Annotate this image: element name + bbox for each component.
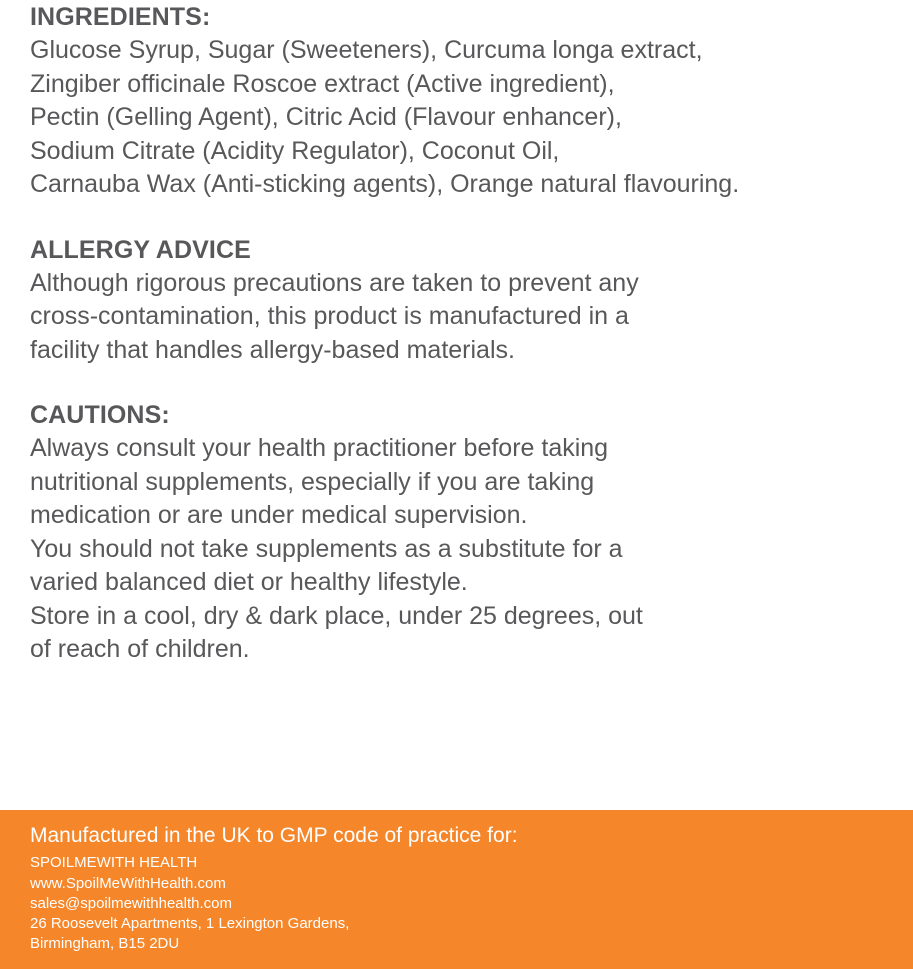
footer-lead-text: Manufactured in the UK to GMP code of practice for: (30, 824, 518, 847)
cautions-line: nutritional supplements, especially if you are taking (30, 467, 595, 496)
ingredients-line: Zingiber officinale Roscoe extract (Active ingredient), (30, 69, 615, 98)
allergy-advice-line: facility that handles allergy-based materials. (30, 335, 515, 364)
cautions-line: of reach of children. (30, 635, 250, 663)
section-allergy-advice (30, 233, 883, 368)
cautions-line: medication or are under medical supervision. (30, 501, 528, 529)
allergy-advice-heading: ALLERGY ADVICE (30, 235, 251, 264)
ingredients-body (30, 34, 883, 202)
section-spacer (30, 202, 883, 233)
footer-website[interactable]: www.SpoilMeWithHealth.com (30, 875, 226, 892)
ingredients-line: Pectin (Gelling Agent), Citric Acid (Flavour enhancer), (30, 103, 622, 131)
cautions-line: Store in a cool, dry & dark place, under 25 degrees, out (30, 601, 643, 630)
section-spacer (30, 367, 883, 398)
allergy-advice-body (30, 267, 883, 368)
footer-address-line-1: 26 Roosevelt Apartments, 1 Lexington Gardens, (30, 915, 350, 932)
footer-address-line-2: Birmingham, B15 2DU (30, 935, 180, 952)
ingredients-line: Glucose Syrup, Sugar (Sweeteners), Curcuma longa extract, (30, 36, 703, 64)
section-cautions (30, 398, 883, 667)
manufacturer-footer (0, 810, 913, 969)
allergy-advice-line: Although rigorous precautions are taken to prevent any (30, 268, 639, 297)
cautions-line: Always consult your health practitioner before taking (30, 434, 609, 462)
cautions-line: You should not take supplements as a substitute for a (30, 534, 623, 563)
section-ingredients (30, 0, 883, 202)
cautions-heading: CAUTIONS: (30, 401, 170, 429)
cautions-line: varied balanced diet or healthy lifestyle. (30, 568, 468, 596)
cautions-body (30, 432, 883, 667)
footer-email[interactable]: sales@spoilmewithhealth.com (30, 895, 232, 912)
ingredients-line: Sodium Citrate (Acidity Regulator), Coconut Oil, (30, 136, 560, 165)
ingredients-line: Carnauba Wax (Anti-sticking agents), Orange natural flavouring. (30, 170, 740, 198)
footer-company-name: SPOILMEWITH HEALTH (30, 854, 198, 871)
allergy-advice-line: cross-contamination, this product is manufactured in a (30, 302, 629, 330)
ingredients-heading: INGREDIENTS: (30, 3, 211, 31)
